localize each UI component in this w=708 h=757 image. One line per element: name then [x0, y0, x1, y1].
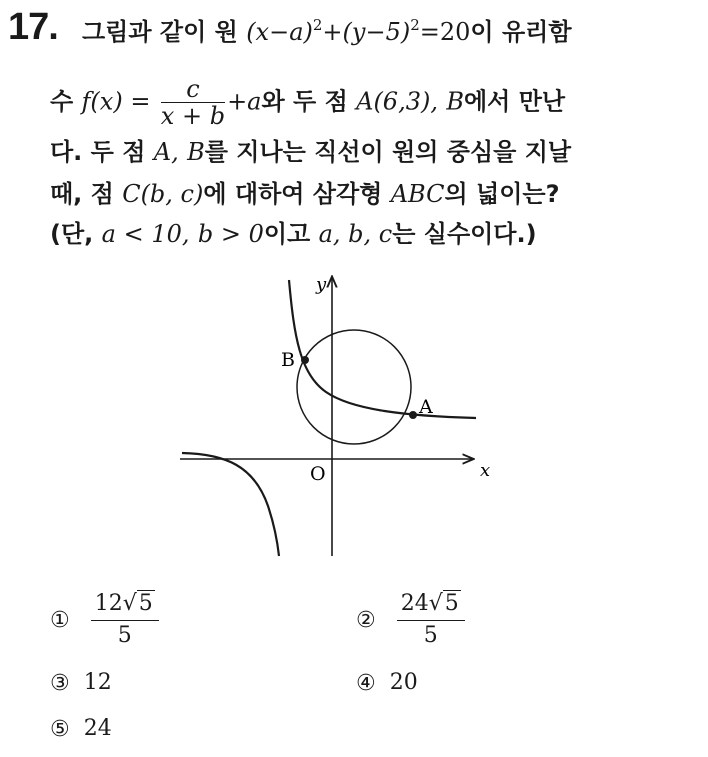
choice-mark: ① [50, 608, 70, 633]
point-c: C(b, c) [122, 180, 204, 208]
function-name: f(x) = [81, 87, 151, 116]
text: 를 지나는 직선이 원의 중심을 지날 [204, 138, 572, 166]
choice-value: 12 [83, 670, 112, 695]
fraction-numerator: 12√5 [91, 590, 159, 621]
point-b: B [187, 138, 205, 166]
function-const: +a [227, 87, 262, 116]
label-a: A [419, 396, 433, 418]
text: 다. 두 점 [50, 138, 146, 166]
circle-eq-part2: +(y−5) [322, 18, 411, 46]
problem-number: 17. [8, 6, 58, 48]
problem-line-1 [82, 16, 572, 48]
radicand: 5 [138, 591, 153, 616]
exponent: 2 [312, 16, 323, 34]
problem-line-4 [50, 178, 560, 210]
point-a: A, [153, 138, 179, 166]
circle [297, 330, 411, 444]
text: 때, 점 [50, 180, 114, 208]
fraction-denominator: 5 [117, 623, 132, 648]
label-y: y [316, 274, 327, 295]
hyperbola-right-branch [289, 280, 476, 418]
text: (단, [50, 220, 94, 248]
text: 에 대하여 삼각형 [203, 180, 383, 208]
fraction-denominator: x + b [160, 102, 226, 130]
function-fraction [161, 76, 225, 129]
problem-line-5 [50, 218, 537, 250]
choice-mark: ④ [356, 670, 376, 696]
choice-3[interactable] [50, 670, 112, 696]
text: 는 실수이다.) [392, 220, 537, 248]
choice-mark: ③ [50, 670, 70, 696]
label-x: x [480, 460, 491, 481]
text: 에서 만난 [463, 87, 566, 116]
choice-5[interactable] [50, 716, 112, 742]
point-a: A(6,3), [356, 87, 438, 116]
choice-4[interactable] [356, 670, 418, 696]
choice-mark: ⑤ [50, 716, 70, 742]
coef: 12 [94, 591, 123, 616]
text: 그림과 같이 원 [82, 18, 238, 46]
fraction-numerator: 24√5 [397, 590, 465, 621]
circle-eq-rhs: =20 [419, 18, 471, 46]
problem-line-3 [50, 136, 571, 168]
fraction-numerator: c [161, 76, 225, 103]
text: 와 두 점 [261, 87, 348, 116]
point-b: B [446, 87, 464, 116]
condition-a: a < 10, [101, 220, 190, 248]
problem-line-2 [50, 76, 565, 129]
point-a-dot [409, 411, 417, 419]
fraction-denominator: 5 [423, 623, 438, 648]
variables: a, b, c [318, 220, 393, 248]
choice-value: 24 [83, 716, 112, 741]
graph [176, 266, 496, 562]
triangle-name: ABC [390, 180, 445, 208]
text: 의 넓이는? [444, 180, 560, 208]
text: 이고 [263, 220, 311, 248]
hyperbola-left-branch [182, 453, 279, 556]
choice-value: 20 [389, 670, 418, 695]
circle-eq-part1: (x−a) [246, 18, 313, 46]
text: 이 유리함 [470, 18, 572, 46]
point-b-dot [301, 356, 309, 364]
choice-2[interactable] [356, 590, 465, 651]
choice-fraction [397, 590, 465, 651]
radicand: 5 [444, 591, 459, 616]
choice-1[interactable] [50, 590, 159, 651]
label-b: B [281, 349, 295, 371]
condition-b: b > 0 [197, 220, 264, 248]
choice-fraction [91, 590, 159, 651]
choice-mark: ② [356, 608, 376, 633]
coef: 24 [400, 591, 429, 616]
text: 수 [50, 87, 74, 116]
exponent: 2 [410, 16, 420, 34]
label-o: O [310, 463, 326, 485]
